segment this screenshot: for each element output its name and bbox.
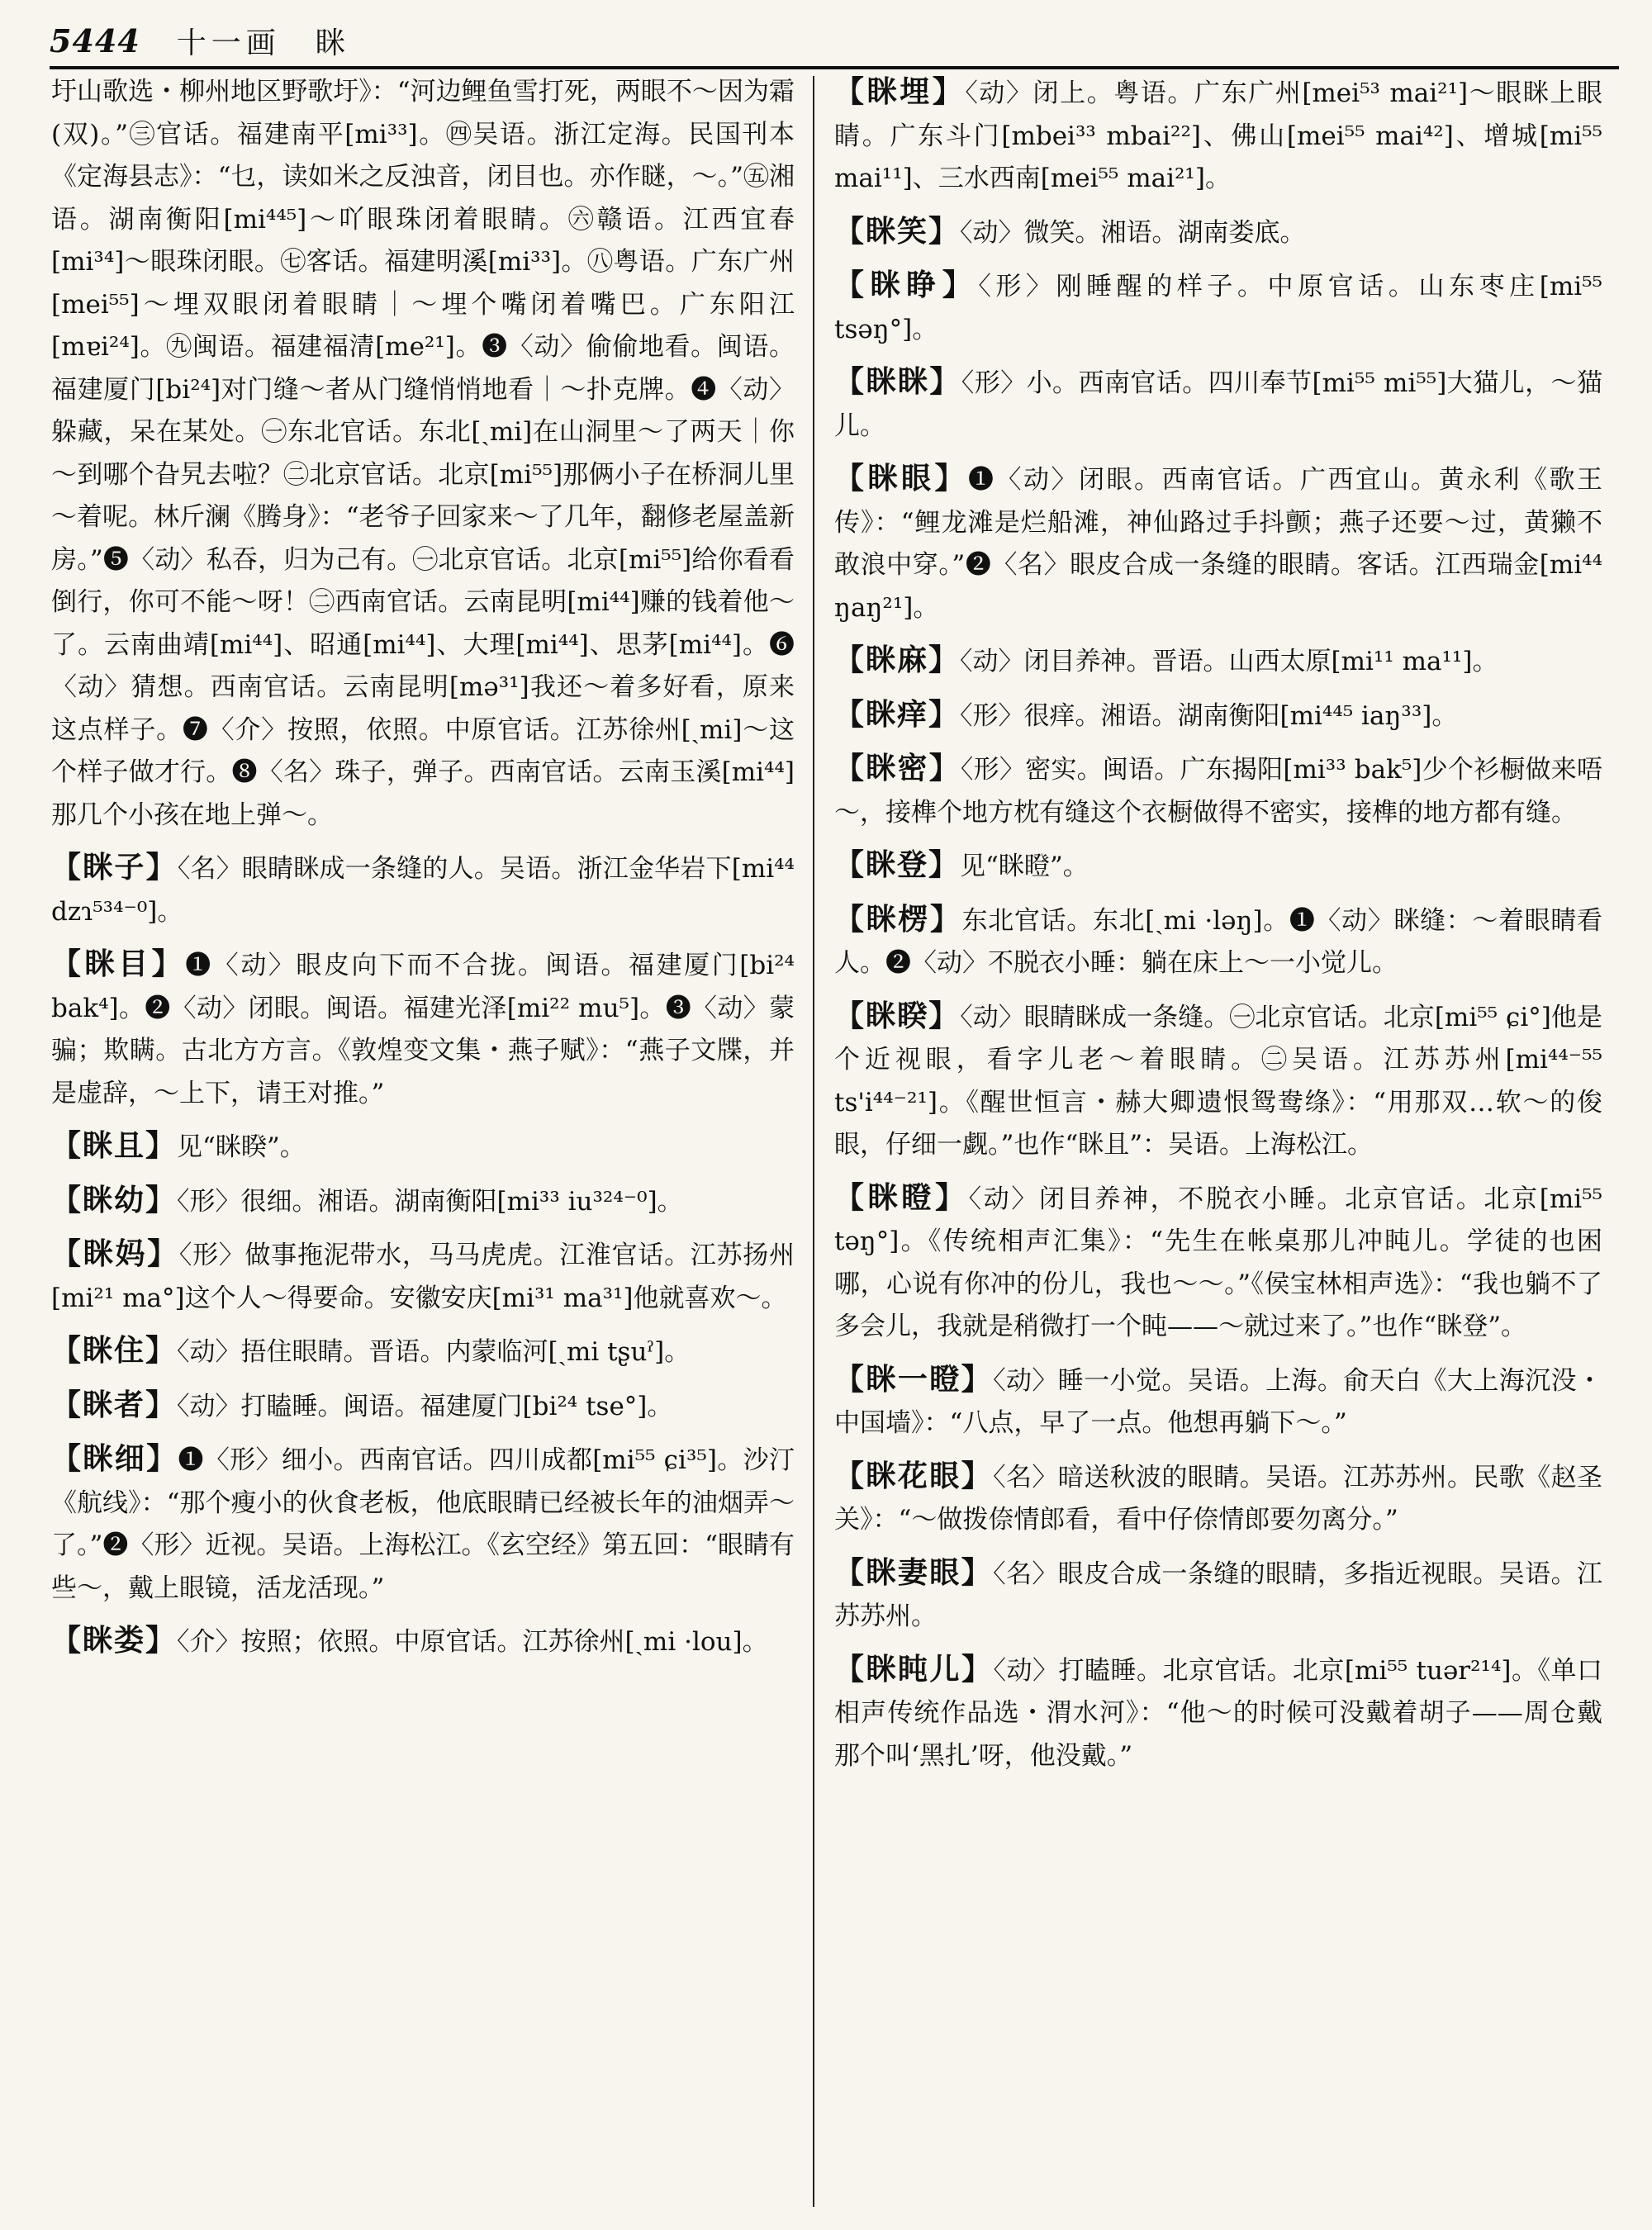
left-column xyxy=(51,71,795,2215)
entry-headword: 【眯埋】 xyxy=(834,74,966,109)
dictionary-entry xyxy=(51,1125,795,1170)
entry-headword: 【眯楞】 xyxy=(834,901,962,937)
entry-definition: 见“眯瞪”。 xyxy=(960,852,1089,881)
dictionary-entry xyxy=(51,1233,795,1320)
left-entry-list xyxy=(51,847,795,1664)
dictionary-entry xyxy=(834,1455,1602,1542)
entry-headword: 【眯盹儿】 xyxy=(834,1651,994,1687)
entry-headword: 【眯娄】 xyxy=(51,1623,178,1658)
dictionary-entry xyxy=(51,1438,795,1610)
dictionary-entry xyxy=(51,943,795,1115)
entry-definition: ❶〈形〉细小。西南官话。四川成都[mi⁵⁵ ɕi³⁵]。沙汀《航线》：“那个瘦小的伙食老板，他底眼睛已经被长年的油烟弄～了。”❷〈形〉近视。吴语。上海松江。《玄空经》第五回：“眼睛有些～，戴上眼镜，活龙活现。” xyxy=(51,1445,795,1603)
entry-definition: 〈形〉刚睡醒的样子。中原官话。山东枣庄[mi⁵⁵ tsəŋ°]。 xyxy=(834,272,1602,344)
entry-headword: 【眯妈】 xyxy=(51,1236,179,1271)
dictionary-entry xyxy=(834,1177,1602,1349)
entry-definition: 东北官话。东北[ˏmi ·ləŋ]。❶〈动〉眯缝：～着眼睛看人。❷〈动〉不脱衣小睡：躺在床上～一小觉儿。 xyxy=(834,905,1602,978)
entry-headword: 【眯麻】 xyxy=(834,643,961,677)
entry-definition: 〈动〉打瞌睡。北京官话。北京[mi⁵⁵ tuər²¹⁴]。《单口相声传统作品选・渭水河》：“他～的时候可没戴着胡子——周仓戴那个叫‘黑扎’呀，他没戴。” xyxy=(834,1655,1602,1771)
column-divider xyxy=(813,76,814,2207)
entry-definition: 〈名〉暗送秋波的眼睛。吴语。江苏苏州。民歌《赵圣关》：“～做拨倷情郎看，看中仔倷情郎要勿离分。” xyxy=(834,1462,1602,1535)
dictionary-entry xyxy=(834,458,1602,629)
entry-definition: 〈形〉很细。湘语。湖南衡阳[mi³³ iu³²⁴⁻⁰]。 xyxy=(177,1186,683,1217)
dictionary-entry xyxy=(834,264,1602,351)
entry-definition: 〈动〉闭目养神。晋语。山西太原[mi¹¹ ma¹¹]。 xyxy=(960,647,1498,676)
continued-entry-text: 圩山歌选・柳州地区野歌圩》：“河边鲤鱼雪打死，两眼不～因为霜(双)。”㊂官话。福建南平[mi³³]。㊃吴语。浙江定海。民国刊本《定海县志》：“乜，读如米之反浊音，闭目也。亦作瞇，～。”㊄湘语。湖南衡阳[mi⁴⁴⁵]～吖眼珠闭着眼睛。㊅赣语。江西宜春[mi³⁴]～眼珠闭眼。㊆客话。福建明溪[mi³³]。㊇粤语。广东广州[mei⁵⁵]～埋双眼闭着眼睛｜～埋个嘴闭着嘴巴。广东阳江[mɐi²⁴]。㊈闽语。福建福清[me²¹]。❸〈动〉偷偷地看。闽语。福建厦门[bi²⁴]对门缝～者从门缝悄悄地看｜～扑克牌。❹〈动〉躲藏，呆在某处。㊀东北官话。东北[ˏmi]在山洞里～了两天｜你～到哪个旮旯去啦？㊁北京官话。北京[mi⁵⁵]那俩小子在桥洞儿里～着呢。林斤澜《腾身》：“老爷子回家来～了几年，翻修老屋盖新房。”❺〈动〉私吞，归为己有。㊀北京官话。北京[mi⁵⁵]给你看看倒行，你可不能～呀！㊁西南官话。云南昆明[mi⁴⁴]赚的钱着他～了。云南曲靖[mi⁴⁴]、昭通[mi⁴⁴]、大理[mi⁴⁴]、思茅[mi⁴⁴]。❻〈动〉猜想。西南官话。云南昆明[mə³¹]我还～着多好看，原来这点样子。❼〈介〉按照，依照。中原官话。江苏徐州[ˏmi]～这个样子做才行。❽〈名〉珠子，弹子。西南官话。云南玉溪[mi⁴⁴]那几个小孩在地上弹～。 xyxy=(51,77,795,830)
entry-headword: 【眯花眼】 xyxy=(834,1458,994,1493)
right-entry-list xyxy=(834,71,1602,1777)
entry-headword: 【眯幼】 xyxy=(51,1182,178,1217)
dictionary-entry xyxy=(834,995,1602,1167)
entry-definition: 〈动〉打瞌睡。闽语。福建厦门[bi²⁴ tse°]。 xyxy=(177,1391,673,1421)
entry-headword: 【眯眼】 xyxy=(834,461,968,496)
entry-definition: 〈动〉睡一小觉。吴语。上海。俞天白《大上海沉没・中国墙》：“八点，早了一点。他想再躺下～。” xyxy=(834,1365,1602,1438)
entry-headword: 【眯痒】 xyxy=(834,696,961,732)
dictionary-entry xyxy=(834,694,1602,738)
entry-definition: 〈名〉眼睛眯成一条缝的人。吴语。浙江金华岩下[mi⁴⁴ dzɿ⁵³⁴⁻⁰]。 xyxy=(51,854,795,927)
entry-headword: 【眯住】 xyxy=(51,1333,178,1368)
entry-definition: 〈形〉小。西南官话。四川奉节[mi⁵⁵ mi⁵⁵]大猫儿，～猫儿。 xyxy=(834,368,1602,441)
entry-headword: 【眯瞪】 xyxy=(834,1179,969,1215)
page-header xyxy=(50,15,1619,69)
entry-headword: 【眯睽】 xyxy=(834,998,961,1033)
entry-headword: 【眯睁】 xyxy=(834,268,979,302)
dictionary-entry xyxy=(51,847,795,933)
page-number: 5444 xyxy=(50,21,140,59)
entry-headword: 【眯笑】 xyxy=(834,213,961,249)
entry-definition: 〈动〉捂住眼睛。晋语。内蒙临河[ˏmi tʂuˀ]。 xyxy=(177,1337,691,1367)
dictionary-entry xyxy=(834,639,1602,684)
entry-headword: 【眯登】 xyxy=(834,847,961,882)
dictionary-entry xyxy=(834,71,1602,201)
entry-headword: 【眯且】 xyxy=(51,1128,178,1163)
header-title: 十一画 眯 xyxy=(176,26,350,60)
dictionary-entry xyxy=(834,844,1602,889)
right-column xyxy=(834,71,1602,2215)
entry-headword: 【眯子】 xyxy=(51,850,178,885)
dictionary-entry xyxy=(834,899,1602,985)
entry-definition: ❶〈动〉眼皮向下而不合拢。闽语。福建厦门[bi²⁴ bak⁴]。❷〈动〉闭眼。闽语。福建光泽[mi²² mu⁵]。❸〈动〉蒙骗；欺瞒。古北方方言。《敦煌变文集・燕子赋》：“燕子文牒，并是虚辞，～上下，请王对推。” xyxy=(51,951,795,1108)
entry-headword: 【眯一瞪】 xyxy=(834,1361,994,1397)
entry-definition: 〈形〉很痒。湘语。湖南衡阳[mi⁴⁴⁵ iaŋ³³]。 xyxy=(960,700,1458,731)
entry-headword: 【眯妻眼】 xyxy=(834,1554,994,1590)
entry-headword: 【眯者】 xyxy=(51,1387,178,1422)
entry-definition: 〈动〉闭目养神，不脱衣小睡。北京官话。北京[mi⁵⁵ təŋ°]。《传统相声汇集》：“先生在帐桌那儿冲盹儿。学徒的也困哪，心说有你冲的份儿，我也～～。”《侯宝林相声选》：“我也躺不了多会儿，我就是稍微打一个盹——～就过来了。”也作“眯登”。 xyxy=(834,1184,1602,1341)
entry-headword: 【眯眯】 xyxy=(834,364,961,399)
dictionary-entry xyxy=(51,1330,795,1374)
entry-definition: 〈介〉按照；依照。中原官话。江苏徐州[ˏmi ·lou]。 xyxy=(177,1627,768,1657)
dictionary-entry xyxy=(51,1620,795,1664)
entry-definition: 〈形〉密实。闽语。广东揭阳[mi³³ bak⁵]少个衫橱做来唔～，接榫个地方枕有缝这个衣橱做得不密实，接榫的地方都有缝。 xyxy=(834,755,1602,828)
entry-definition: 〈形〉做事拖泥带水，马马虎虎。江淮官话。江苏扬州[mi²¹ ma°]这个人～得要命。安徽安庆[mi³¹ ma³¹]他就喜欢～。 xyxy=(51,1241,795,1313)
entry-definition: 〈动〉闭上。粤语。广东广州[mei⁵³ mai²¹]～眼眯上眼睛。广东斗门[mbei³³ mbai²²]、佛山[mei⁵⁵ mai⁴²]、增城[mi⁵⁵ mai¹¹]、三水西南[mei⁵⁵ mai²¹]。 xyxy=(834,78,1602,193)
dictionary-entry xyxy=(834,211,1602,255)
dictionary-entry xyxy=(51,1384,795,1429)
entry-definition: 〈动〉眼睛眯成一条缝。㊀北京官话。北京[mi⁵⁵ ɕi°]他是个近视眼，看字儿老～着眼睛。㊁吴语。江苏苏州[mi⁴⁴⁻⁵⁵ ts'i⁴⁴⁻²¹]。《醒世恒言・赫大卿遗恨鸳鸯绦》：“用那双…软～的俊眼，仔细一觑。”也作“眯且”：吴语。上海松江。 xyxy=(834,1002,1602,1160)
entry-definition: 〈名〉眼皮合成一条缝的眼睛，多指近视眼。吴语。江苏苏州。 xyxy=(834,1559,1602,1631)
dictionary-entry xyxy=(834,1359,1602,1445)
dictionary-entry xyxy=(834,1649,1602,1778)
entry-definition: 〈动〉微笑。湘语。湖南娄底。 xyxy=(960,217,1306,248)
entry-definition: ❶〈动〉闭眼。西南官话。广西宜山。黄永利《歌王传》：“鲤龙滩是烂船滩，神仙路过手抖颤；燕子还要～过，黄獭不敢浪中穿。”❷〈名〉眼皮合成一条缝的眼睛。客话。江西瑞金[mi⁴⁴ ŋaŋ²¹]。 xyxy=(834,465,1602,623)
dictionary-entry xyxy=(51,1179,795,1224)
entry-definition: 见“眯睽”。 xyxy=(177,1132,306,1162)
entry-headword: 【眯密】 xyxy=(834,751,961,785)
dictionary-entry xyxy=(834,361,1602,448)
entry-headword: 【眯细】 xyxy=(51,1441,178,1476)
dictionary-entry xyxy=(834,1552,1602,1639)
dictionary-entry xyxy=(834,747,1602,834)
entry-headword: 【眯目】 xyxy=(51,947,186,981)
